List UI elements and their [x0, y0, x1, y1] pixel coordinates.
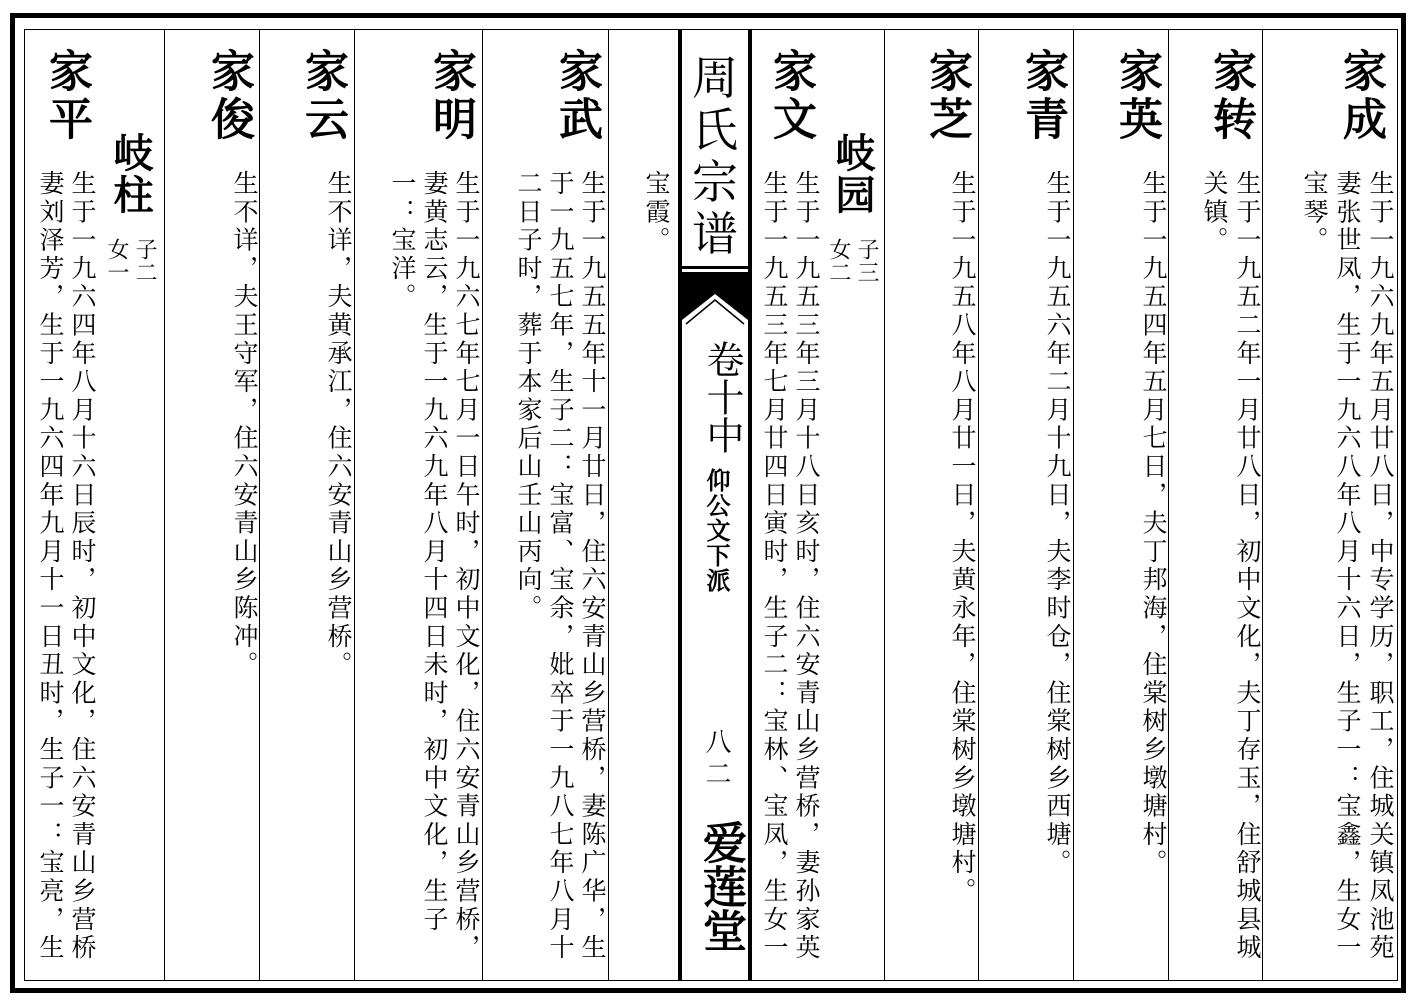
entry-line: 妻张世凤，生于一九六八年八月十六日，生子一：宝鑫，生女一	[1333, 170, 1362, 963]
volume-label: 卷十中	[700, 340, 744, 454]
entry-line: 生不详，夫王守军，住六安青山乡陈冲。	[230, 170, 259, 680]
person-name: 家英	[1111, 48, 1162, 144]
entry-line: 妻刘泽芳，生于一九六四年九月十一日丑时，生子一：宝亮，生	[36, 170, 65, 963]
person-name: 家俊	[203, 48, 254, 144]
daughters-count: 女一	[104, 238, 129, 284]
person-name: 家明	[425, 48, 476, 144]
fish-tail-ornament	[682, 272, 748, 334]
column-divider	[482, 29, 483, 981]
entry-line: 宝琴。	[1300, 170, 1329, 255]
person-name: 家青	[1017, 48, 1068, 144]
entry-line: 生于一九六九年五月廿八日，中专学历，职工，住城关镇凤池苑	[1366, 170, 1395, 963]
spine-rule	[682, 266, 748, 269]
spine-border-left	[678, 29, 682, 981]
entry-line: 妻黄志云，生于一九六九年八月十四日未时，初中文化，生子	[420, 170, 449, 935]
entry-line: 生于一九六四年八月十六日辰时，初中文化，住六安青山乡营桥	[68, 170, 97, 963]
entry-line: 生于一九五三年三月十八日亥时，住六安青山乡营桥，妻孙家英	[792, 170, 821, 963]
daughters-count: 女二	[826, 238, 851, 284]
genealogy-title: 周氏宗谱	[692, 51, 738, 261]
person-name: 家文	[765, 48, 816, 144]
column-divider	[259, 29, 260, 981]
entry-line: 于一九五七年，生子二：宝富、宝余，妣卒于一九八七年八月十	[546, 170, 575, 963]
entry-line: 关镇。	[1200, 170, 1229, 255]
column-divider	[1262, 29, 1263, 981]
generation-name: 岐园	[829, 132, 876, 216]
entry-line: 生于一九五八年八月廿一日，夫黄永年，住棠树乡墩塘村。	[948, 170, 977, 906]
column-divider	[608, 29, 609, 981]
spine-border-right	[748, 29, 752, 981]
column-divider	[1168, 29, 1169, 981]
entry-line: 一：宝洋。	[388, 170, 417, 312]
person-name: 家转	[1205, 48, 1256, 144]
column-divider	[1073, 29, 1074, 981]
entry-line: 生于一九五四年五月七日，夫丁邦海，住棠树乡墩塘村。	[1139, 170, 1168, 878]
person-name: 家芝	[921, 48, 972, 144]
generation-name: 岐柱	[107, 132, 154, 216]
entry-line: 宝霞。	[642, 170, 671, 255]
entry-line: 生于一九五六年二月十九日，夫李时仓，住棠树乡西塘。	[1043, 170, 1072, 878]
branch-label: 仰公文下派	[702, 468, 731, 593]
person-name: 家平	[41, 48, 92, 144]
entry-line: 生于一九六七年七月一日午时，初中文化，住六安青山乡营桥，	[452, 170, 481, 963]
entry-line: 生不详，夫黄承江，住六安青山乡营桥。	[324, 170, 353, 680]
entry-line: 生于一九五三年七月廿四日寅时，生子二：宝林、宝凤，生女一	[760, 170, 789, 963]
hall-name: 爱莲堂	[695, 820, 746, 952]
column-divider	[164, 29, 165, 981]
page-number: 八二	[701, 728, 731, 792]
person-name: 家成	[1335, 48, 1386, 144]
entry-line: 二日子时，葬于本家后山壬山丙向。	[514, 170, 543, 623]
sons-count: 子三	[854, 238, 879, 284]
sons-count: 子二	[132, 238, 157, 284]
person-name: 家云	[297, 48, 348, 144]
entry-line: 生于一九五五年十一月廿日，住六安青山乡营桥，妻陈广华，生	[578, 170, 607, 963]
column-divider	[978, 29, 979, 981]
column-divider	[884, 29, 885, 981]
column-divider	[354, 29, 355, 981]
person-name: 家武	[551, 48, 602, 144]
entry-line: 生于一九五二年一月廿八日，初中文化，夫丁存玉，住舒城县城	[1233, 170, 1262, 963]
